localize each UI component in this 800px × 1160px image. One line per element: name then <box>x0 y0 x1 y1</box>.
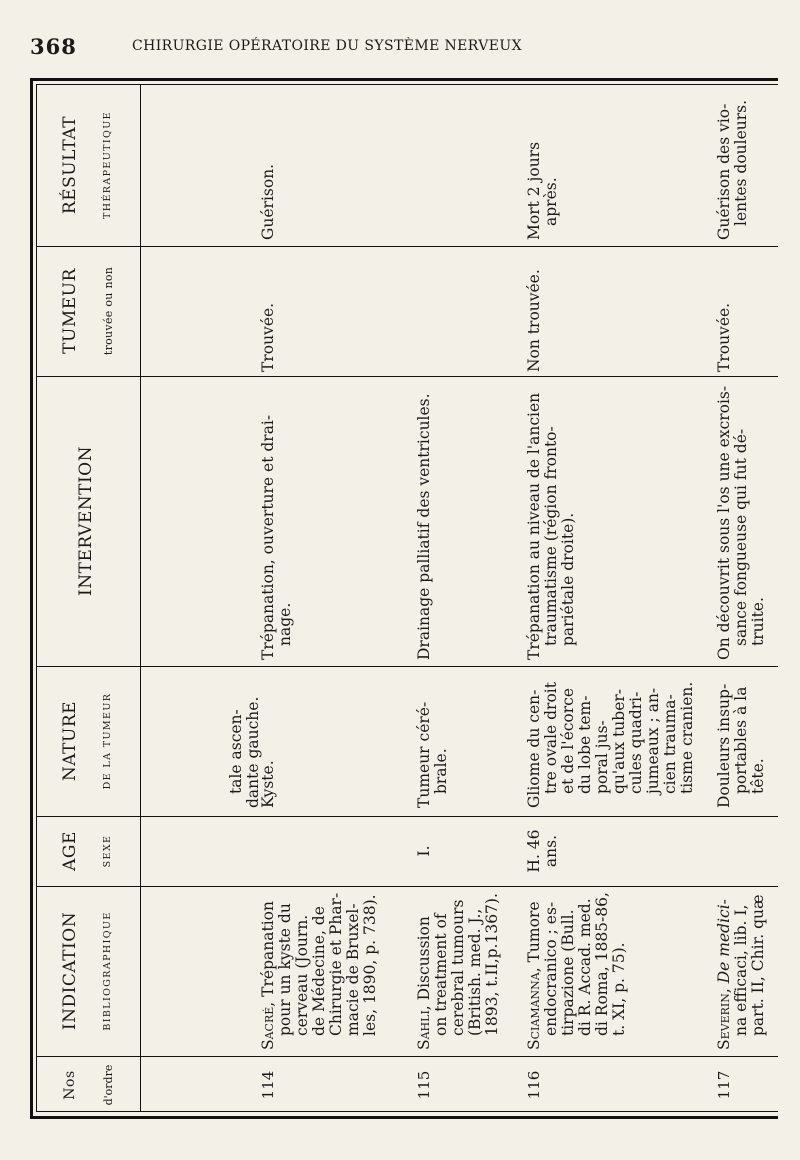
header-nature-title: NATURE <box>60 700 80 782</box>
row-number: 115 <box>415 1070 433 1100</box>
table-row <box>410 78 520 1120</box>
author-name: Sahli, <box>415 1005 433 1050</box>
running-title: CHIRURGIE OPÉRATOIRE DU SYSTÈME NERVEUX <box>132 38 522 54</box>
author-name: Severin, <box>715 988 733 1050</box>
age-cell: H. 46 ans. <box>525 829 560 873</box>
nature-cell: Douleurs insup- portables à la tête. <box>715 683 767 808</box>
table-row <box>254 78 404 1120</box>
indication-cell: Sciamanna, Tumore endocranico ; es- tirpazione (Bull. di R. Accad. med. di Roma, 1885-86, t. XI, p. 75). <box>525 892 628 1050</box>
header-no-title: Nos <box>62 1070 78 1100</box>
header-age-title: AGE <box>60 831 80 871</box>
running-head <box>0 0 800 70</box>
row-number: 114 <box>259 1070 277 1100</box>
intervention-cell: On découvrit sous l'os une excrois- sance fongueuse qui fut dé- truite. <box>715 385 767 660</box>
author-name: Sciamanna, <box>525 967 543 1050</box>
tumeur-cell: Trouvée. <box>715 302 733 372</box>
table-frame <box>30 78 778 1120</box>
tumeur-cell: Non trouvée. <box>525 269 543 372</box>
nature-cell: Gliome du cen- tre ovale droit et de l'écorce du lobe tem- poral jus- qu'aux tuber- cules quadri- jumeaux ; an- cien trauma- tisme cranien. <box>525 681 696 808</box>
table-row <box>710 78 778 1120</box>
header-tumeur-title: TUMEUR <box>60 268 80 354</box>
indication-cell: Sahli, Discussion on treatment of cerebral tumours (British. med. J., 1893, t.II,p.1367). <box>415 893 501 1050</box>
row-number: 117 <box>715 1070 733 1100</box>
resultat-cell: Guérison. <box>259 163 277 240</box>
resultat-cell: Mort 2 jours après. <box>525 141 560 240</box>
indication-cell: Sacré, Trépanation pour un kyste du cerveau (Journ. de Médecine, de Chirurgie et Phar- macie de Bruxel- les, 1890, p. 738). <box>259 892 379 1050</box>
indication-cell: Severin, De medici- na efficaci, lib. I, part. II, Chir. quæ <box>715 894 767 1050</box>
header-resultat-sub: THÉRAPEUTIQUE <box>102 111 113 219</box>
header-no <box>30 1057 140 1113</box>
header-indication-sub: BIBLIOGRAPHIQUE <box>102 911 113 1031</box>
rotated-table <box>30 78 778 1120</box>
tumeur-cell: Trouvée. <box>259 302 277 372</box>
resultat-cell: Guérison des vio- lentes douleurs. <box>715 99 750 240</box>
nature-cell: Kyste. <box>259 760 277 808</box>
table-row <box>520 78 710 1120</box>
continuation-row <box>148 78 262 1120</box>
header-nature <box>30 666 140 816</box>
table-header <box>30 78 140 1120</box>
header-intervention <box>30 376 140 666</box>
header-resultat-title: RÉSULTAT <box>60 115 80 215</box>
header-tumeur <box>30 246 140 376</box>
author-name: Sacré, <box>259 1001 277 1050</box>
header-tumeur-sub: trouvée ou non <box>102 266 115 356</box>
header-age-sub: SEXE <box>102 834 113 868</box>
header-indication-title: INDICATION <box>60 911 80 1031</box>
nature-cell: Tumeur céré- brale. <box>415 701 450 808</box>
header-age <box>30 816 140 886</box>
page-number: 368 <box>30 34 77 59</box>
header-indication <box>30 886 140 1056</box>
intervention-cell: Drainage palliatif des ventricules. <box>415 393 433 660</box>
header-no-sub: d'ordre <box>102 1064 115 1106</box>
continuation-nature: tale ascen- dante gauche. <box>227 696 262 808</box>
header-resultat <box>30 84 140 246</box>
intervention-cell: Trépanation, ouverture et drai- nage. <box>259 414 294 660</box>
intervention-cell: Trépanation au niveau de l'ancien traumatisme (région fronto- pariétale droite). <box>525 392 577 660</box>
header-nature-sub: DE LA TUMEUR <box>102 692 113 790</box>
header-intervention-title: INTERVENTION <box>76 446 96 596</box>
age-cell: I. <box>415 845 433 857</box>
row-number: 116 <box>525 1070 543 1100</box>
